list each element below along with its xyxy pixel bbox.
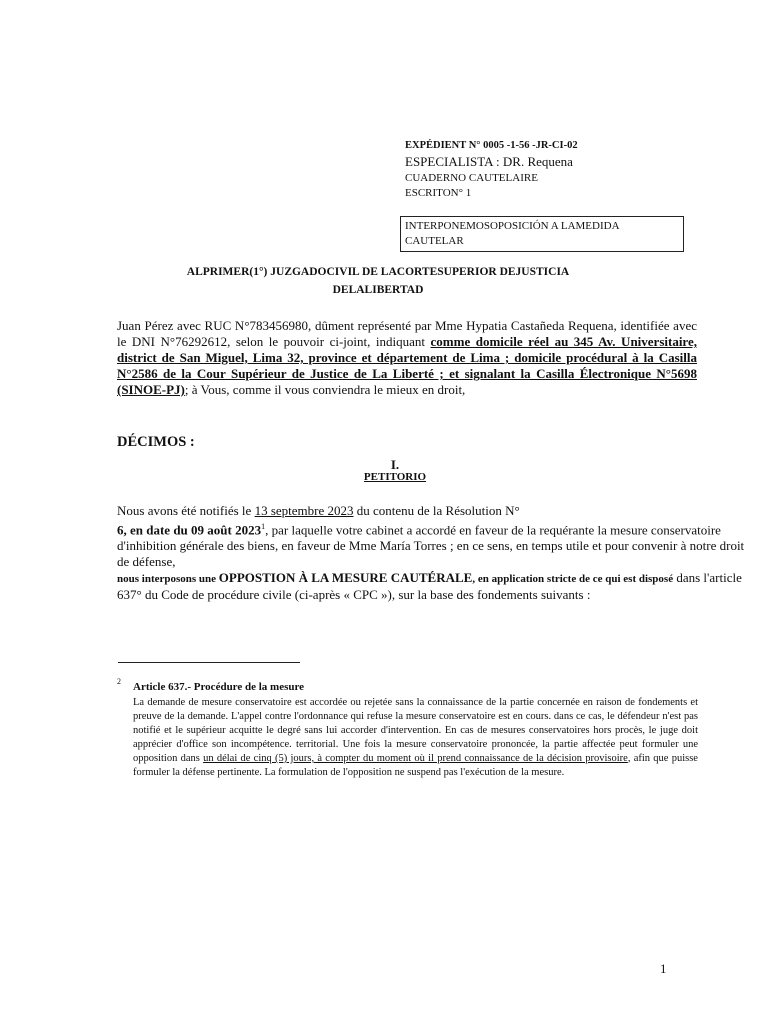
- petitorio-bold-2: , en application stricte de ce qui est disposé: [472, 573, 674, 586]
- footnote-text-1: La demande de mesure conservatoire est accordée ou rejetée sans la connaissance de la partie concernée en raison de fondements et preuve de la demande. L'appel contre l'ordonnance qui refuse la mesure conservatoire est en cours. dans ce cas, le défendeur n'est pas notifié et le supérieur acquitte le degré sans lui accorder d'intervention. En cas de mesures conservatoires hors procès, le juge doit apprécier d'office son incompétence. territorial. Une fois la mesure conservatoire prononcée, la partie affectée peut formuler une opposition dans: [133, 697, 698, 764]
- cuaderno: CUADERNO CAUTELAIRE: [405, 172, 538, 184]
- expediente-number: EXPÉDIENT N° 0005 -1-56 -JR-CI-02: [405, 140, 578, 151]
- court-heading-line-2: DELALIBERTAD: [332, 284, 424, 296]
- section-number: I.: [390, 457, 400, 472]
- intro-text-b: ; à Vous, comme il vous conviendra le mieux en droit,: [184, 382, 466, 397]
- footnote-text-2: , afin que puisse formuler la défense pertinente. La formulation de l'opposition ne suspend pas l'exécution de la mesure.: [133, 753, 698, 778]
- subject-box: [400, 216, 684, 252]
- petitorio-bold-1: nous interposons une: [117, 573, 219, 586]
- petitorio-paragraph: [117, 503, 747, 603]
- footnote-title: Article 637.- Procédure de la mesure: [133, 681, 305, 693]
- resolution-date: 6, en date du 09 août 2023: [117, 522, 262, 538]
- footnote-body: [133, 696, 698, 780]
- decimos-heading: DÉCIMOS :: [117, 434, 195, 450]
- section-title: PETITORIO: [363, 471, 427, 483]
- intro-paragraph: [117, 318, 697, 398]
- petitorio-text-1: Nous avons été notifiés le: [117, 503, 255, 518]
- petitorio-text-3: , par laquelle votre cabinet a accordé en faveur de la requérante la mesure conservatoire d'inhibition générale des biens, en faveur de Mme María Torres ; en ce sens, en temps utile et pour convenir à notre droit de défense,: [117, 522, 745, 570]
- escrito-number: ESCRITON° 1: [405, 187, 472, 199]
- footnote-number: 2: [117, 677, 121, 686]
- subject-line-1: INTERPONEMOSOPOSICIÓN A LAMEDIDA: [405, 220, 620, 232]
- intro-address: comme domicile réel au 345 Av. Universitaire, district de San Miguel, Lima 32, province et département de Lima ; domicile procédural à la Casilla N°2586 de la Cour Supérieur de Justice de La Liberté ; et signalant la Casilla Électronique N°5698 (SINOE-PJ): [117, 334, 697, 397]
- subject-line-2: CAUTELAR: [405, 235, 464, 247]
- notification-date: 13 septembre 2023: [254, 503, 354, 518]
- petitorio-text-4: dans l'article 637° du Code de procédure civile (ci-après « CPC »), sur la base des fondements suivants :: [117, 570, 742, 603]
- footnote-ref: 1: [261, 522, 266, 531]
- opposition-title: OPPOSTION À LA MESURE CAUTÉRALE: [218, 570, 473, 586]
- court-heading-line-1: ALPRIMER(1°) JUZGADOCIVIL DE LACORTESUPERIOR DEJUSTICIA: [186, 266, 570, 278]
- page-number: 1: [660, 961, 667, 976]
- especialista: ESPECIALISTA : DR. Requena: [405, 154, 573, 169]
- footnote-underlined: un délai de cinq (5) jours, à compter du moment où il prend connaissance de la décision provisoire: [203, 753, 628, 764]
- petitorio-text-2: du contenu de la Résolution N°: [353, 503, 520, 518]
- intro-text-a: Juan Pérez avec RUC N°783456980, dûment représenté par Mme Hypatia Castañeda Requena, identifiée avec le DNI N°76292612, selon le pouvoir ci-joint, indiquant: [117, 318, 697, 349]
- footnote-separator: [118, 662, 300, 663]
